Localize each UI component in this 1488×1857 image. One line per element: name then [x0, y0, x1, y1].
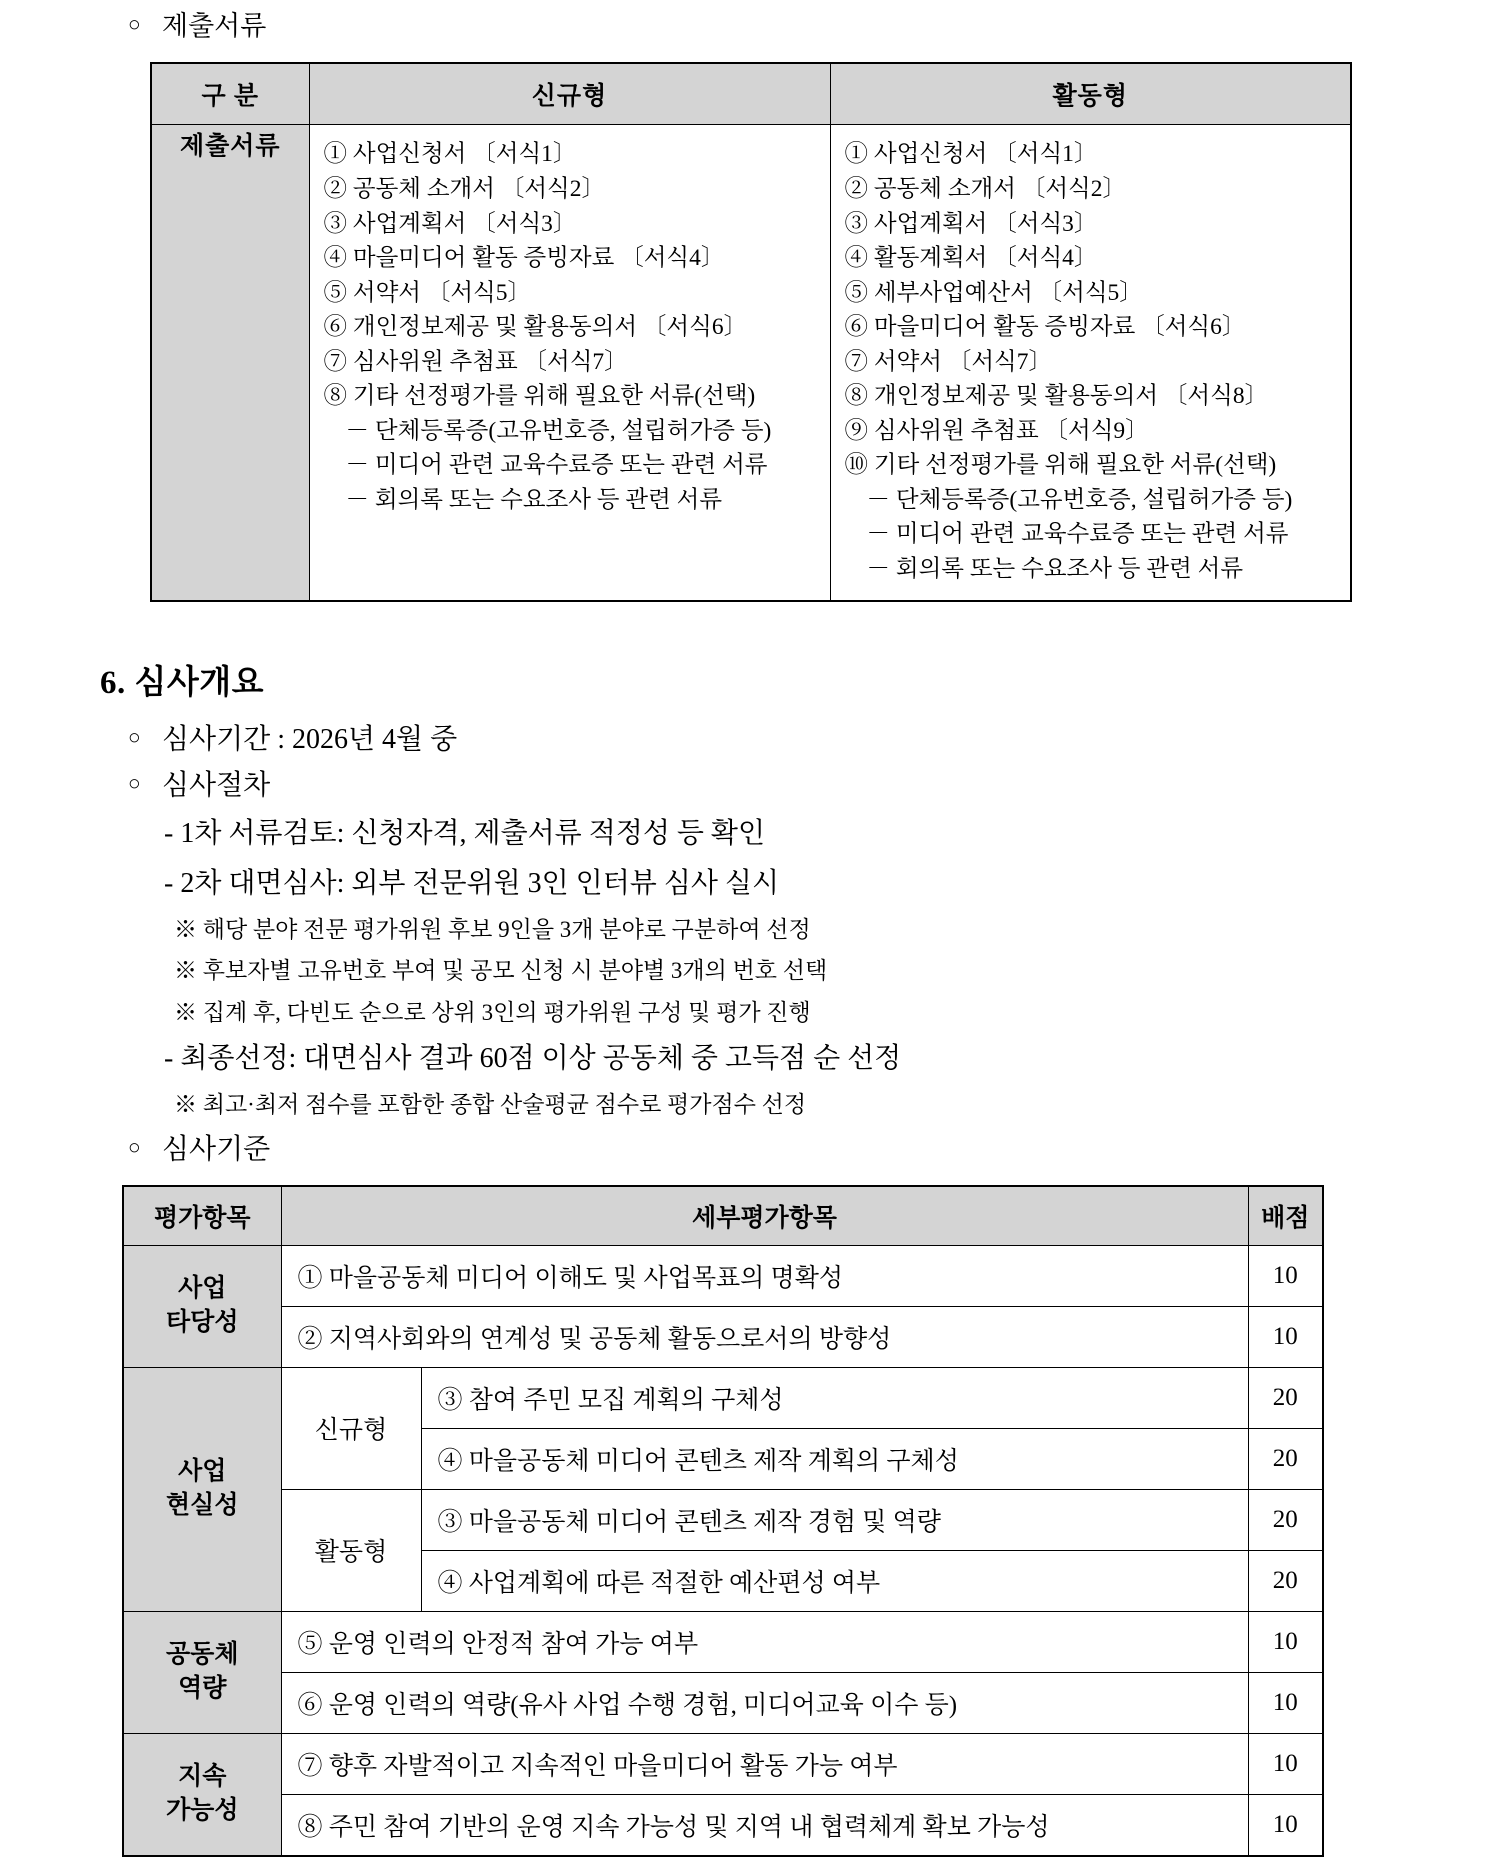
- table-row: [123, 1367, 1323, 1428]
- col-header-points: 배점: [1248, 1186, 1323, 1246]
- list-subitem: － 회의록 또는 수요조사 등 관련 서류: [345, 486, 723, 513]
- procedure-item-second-round: - 2차 대면심사: 외부 전문위원 3인 인터뷰 심사 실시: [164, 867, 780, 899]
- list-item: ⑦ 서약서 〔서식7〕: [844, 348, 1053, 375]
- criteria-item: ③ 마을공동체 미디어 콘텐츠 제작 경험 및 역량: [421, 1489, 1248, 1550]
- col-header-new-type: 신규형: [309, 63, 830, 125]
- list-item: ⑤ 서약서 〔서식5〕: [323, 279, 532, 306]
- criteria-item: ① 마을공동체 미디어 이해도 및 사업목표의 명확성: [281, 1245, 1248, 1306]
- col-header-detail-item: 세부평가항목: [281, 1186, 1248, 1246]
- submission-documents-table: [150, 62, 1352, 602]
- list-item: ② 공동체 소개서 〔서식2〕: [323, 175, 605, 202]
- criteria-points: 10: [1248, 1794, 1323, 1856]
- review-procedure-block: [100, 767, 1488, 1123]
- table-row: [151, 125, 1351, 601]
- criteria-item: ② 지역사회와의 연계성 및 공동체 활동으로서의 방향성: [281, 1306, 1248, 1367]
- section-title-review-overview: 6. 심사개요: [100, 665, 265, 702]
- circle-bullet-icon: ○: [128, 1134, 141, 1159]
- subcategory-active-type: 활동형: [281, 1489, 421, 1611]
- table-header-row: [151, 63, 1351, 125]
- category-sustainability: 지속 가능성: [123, 1733, 281, 1856]
- list-item: ② 공동체 소개서 〔서식2〕: [844, 175, 1126, 202]
- list-item: ⑦ 심사위원 추첨표 〔서식7〕: [323, 348, 628, 375]
- category-community-capacity: 공동체 역량: [123, 1611, 281, 1733]
- category-business-feasibility: 사업 현실성: [123, 1367, 281, 1611]
- procedure-item-final-selection: - 최종선정: 대면심사 결과 60점 이상 공동체 중 고득점 순 선정: [164, 1043, 902, 1075]
- review-overview-section: [0, 656, 1488, 1856]
- procedure-note: ※ 해당 분야 전문 평가위원 후보 9인을 3개 분야로 구분하여 선정: [174, 916, 811, 942]
- list-subitem: － 회의록 또는 수요조사 등 관련 서류: [866, 555, 1244, 582]
- table-row: [123, 1489, 1323, 1550]
- list-item: ⑥ 마을미디어 활동 증빙자료 〔서식6〕: [844, 314, 1246, 341]
- procedure-item-first-round: - 1차 서류검토: 신청자격, 제출서류 적정성 등 확인: [164, 817, 766, 849]
- review-criteria-label: 심사기준: [162, 1133, 271, 1165]
- criteria-points: 20: [1248, 1489, 1323, 1550]
- col-header-evaluation-category: 평가항목: [123, 1186, 281, 1246]
- review-criteria-line: [128, 1131, 1488, 1169]
- table-row: [123, 1245, 1323, 1306]
- review-procedure-line: [128, 767, 1488, 805]
- criteria-points: 10: [1248, 1306, 1323, 1367]
- criteria-points: 10: [1248, 1733, 1323, 1794]
- list-item: ④ 활동계획서 〔서식4〕: [844, 245, 1098, 272]
- review-procedure-label: 심사절차: [162, 770, 271, 802]
- col-header-active-type: 활동형: [830, 63, 1351, 125]
- submission-documents-bullet: [128, 8, 1488, 44]
- procedure-note: ※ 집계 후, 다빈도 순으로 상위 3인의 평가위원 구성 및 평가 진행: [174, 999, 811, 1025]
- criteria-item: ⑤ 운영 인력의 안정적 참여 가능 여부: [281, 1611, 1248, 1672]
- criteria-item: ⑧ 주민 참여 기반의 운영 지속 가능성 및 지역 내 협력체계 확보 가능성: [281, 1794, 1248, 1856]
- list-item: ⑧ 기타 선정평가를 위해 필요한 서류(선택): [323, 383, 756, 410]
- list-item: ⑥ 개인정보제공 및 활용동의서 〔서식6〕: [323, 314, 748, 341]
- circle-bullet-icon: ○: [128, 12, 141, 36]
- table-row: [123, 1794, 1323, 1856]
- table-header-row: [123, 1186, 1323, 1246]
- category-business-validity: 사업 타당성: [123, 1245, 281, 1367]
- criteria-points: 20: [1248, 1428, 1323, 1489]
- criteria-points: 20: [1248, 1367, 1323, 1428]
- criteria-points: 10: [1248, 1245, 1323, 1306]
- list-item: ⑨ 심사위원 추첨표 〔서식9〕: [844, 417, 1149, 444]
- list-item: ⑤ 세부사업예산서 〔서식5〕: [844, 279, 1143, 306]
- submission-documents-section: [0, 0, 1488, 602]
- criteria-item: ⑦ 향후 자발적이고 지속적인 마을미디어 활동 가능 여부: [281, 1733, 1248, 1794]
- review-criteria-block: [100, 1131, 1488, 1169]
- table-row: [123, 1733, 1323, 1794]
- list-subitem: － 미디어 관련 교육수료증 또는 관련 서류: [866, 521, 1289, 548]
- list-item: ③ 사업계획서 〔서식3〕: [844, 210, 1098, 237]
- list-subitem: － 단체등록증(고유번호증, 설립허가증 등): [866, 486, 1293, 513]
- list-item: ③ 사업계획서 〔서식3〕: [323, 210, 577, 237]
- list-item: ⑩ 기타 선정평가를 위해 필요한 서류(선택): [844, 452, 1277, 479]
- review-period-line: [128, 721, 1488, 759]
- list-item: ⑧ 개인정보제공 및 활용동의서 〔서식8〕: [844, 383, 1269, 410]
- criteria-item: ③ 참여 주민 모집 계획의 구체성: [421, 1367, 1248, 1428]
- circle-bullet-icon: ○: [128, 771, 141, 796]
- procedure-note: ※ 최고·최저 점수를 포함한 종합 산술평균 점수로 평가점수 선정: [174, 1092, 807, 1118]
- list-item: ① 사업신청서 〔서식1〕: [323, 141, 577, 168]
- list-item: ① 사업신청서 〔서식1〕: [844, 141, 1098, 168]
- list-subitem: － 미디어 관련 교육수료증 또는 관련 서류: [345, 452, 768, 479]
- criteria-points: 10: [1248, 1611, 1323, 1672]
- circle-bullet-icon: ○: [128, 725, 141, 750]
- list-item: ④ 마을미디어 활동 증빙자료 〔서식4〕: [323, 245, 725, 272]
- review-period-block: [100, 721, 1488, 759]
- procedure-note: ※ 후보자별 고유번호 부여 및 공모 신청 시 분야별 3개의 번호 선택: [174, 958, 828, 984]
- table-row: [123, 1611, 1323, 1672]
- list-subitem: － 단체등록증(고유번호증, 설립허가증 등): [345, 417, 772, 444]
- criteria-points: 20: [1248, 1550, 1323, 1611]
- submission-documents-label: 제출서류: [162, 11, 267, 41]
- criteria-item: ⑥ 운영 인력의 역량(유사 사업 수행 경험, 미디어교육 이수 등): [281, 1672, 1248, 1733]
- active-type-document-list: [830, 125, 1351, 601]
- criteria-item: ④ 사업계획에 따른 적절한 예산편성 여부: [421, 1550, 1248, 1611]
- table-row: [123, 1672, 1323, 1733]
- criteria-points: 10: [1248, 1672, 1323, 1733]
- review-period-label: 심사기간 : 2026년 4월 중: [162, 724, 458, 756]
- col-header-division: 구 분: [151, 63, 309, 125]
- scoring-criteria-table: [122, 1185, 1324, 1857]
- new-type-document-list: [309, 125, 830, 601]
- row-header-submission-documents: 제출서류: [151, 125, 309, 601]
- subcategory-new-type: 신규형: [281, 1367, 421, 1489]
- table-row: [123, 1306, 1323, 1367]
- criteria-item: ④ 마을공동체 미디어 콘텐츠 제작 계획의 구체성: [421, 1428, 1248, 1489]
